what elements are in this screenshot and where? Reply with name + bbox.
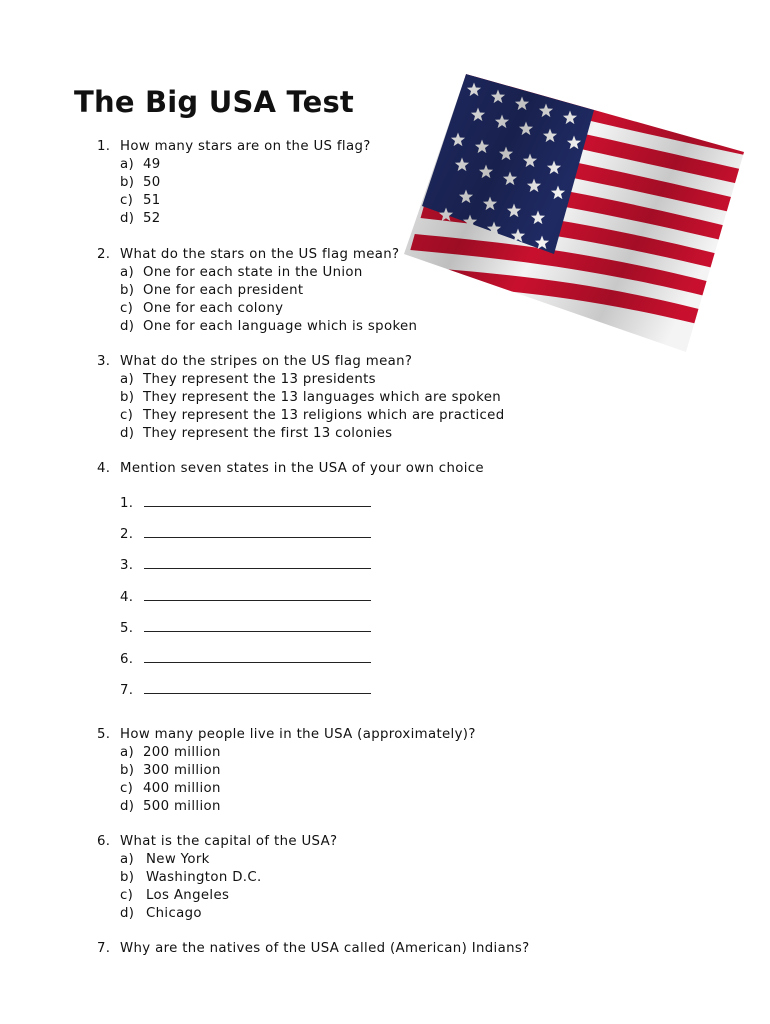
answer-option xyxy=(97,425,537,443)
option-letter: b) xyxy=(120,762,135,778)
option-text: They represent the 13 presidents xyxy=(143,371,376,387)
answer-option xyxy=(97,851,537,869)
question-number: 2. xyxy=(97,247,111,262)
answer-line[interactable] xyxy=(144,556,371,569)
answer-option xyxy=(97,744,537,762)
answer-option xyxy=(97,192,537,210)
answer-option xyxy=(97,371,537,389)
question-4 xyxy=(97,460,537,478)
option-letter: d) xyxy=(120,425,135,441)
blank-row xyxy=(120,681,371,698)
option-text: They represent the 13 religions which are practiced xyxy=(143,407,505,423)
answer-line[interactable] xyxy=(144,681,371,694)
answer-option xyxy=(97,887,537,905)
question-number: 5. xyxy=(97,727,111,742)
question-stem xyxy=(97,460,537,478)
option-letter: d) xyxy=(120,318,135,334)
blank-number: 7. xyxy=(120,683,134,699)
option-letter: c) xyxy=(120,887,134,903)
question-number: 6. xyxy=(97,834,111,849)
question-text: What is the capital of the USA? xyxy=(120,834,338,849)
option-text: One for each colony xyxy=(143,300,284,316)
blank-row xyxy=(120,494,371,511)
option-text: 500 million xyxy=(143,798,221,814)
answer-option xyxy=(97,282,537,300)
blank-number: 6. xyxy=(120,652,134,667)
question-stem xyxy=(97,353,537,371)
answer-line[interactable] xyxy=(144,494,371,507)
question-stem xyxy=(97,138,537,156)
option-text: They represent the first 13 colonies xyxy=(143,425,393,441)
option-text: 50 xyxy=(143,174,161,190)
option-letter: d) xyxy=(120,798,135,814)
answer-option xyxy=(97,798,537,816)
question-1 xyxy=(97,138,537,228)
option-letter: b) xyxy=(120,174,135,190)
answer-option xyxy=(97,210,537,228)
question-2 xyxy=(97,246,537,336)
question-stem xyxy=(97,940,537,958)
answer-options xyxy=(97,156,537,228)
option-text: One for each language which is spoken xyxy=(143,318,418,334)
option-text: 51 xyxy=(143,192,161,208)
answer-option xyxy=(97,300,537,318)
question-number: 1. xyxy=(97,139,111,154)
question-number: 7. xyxy=(97,941,111,956)
question-text: What do the stars on the US flag mean? xyxy=(120,247,400,262)
question-number: 4. xyxy=(97,461,111,476)
option-letter: c) xyxy=(120,300,134,316)
option-text: 52 xyxy=(143,210,161,226)
question-6 xyxy=(97,833,537,923)
question-7 xyxy=(97,940,537,958)
option-text: One for each president xyxy=(143,282,304,298)
answer-option xyxy=(97,264,537,282)
blank-number: 3. xyxy=(120,558,134,574)
question-text: What do the stripes on the US flag mean? xyxy=(120,354,413,369)
blank-row xyxy=(120,588,371,605)
question-text: How many stars are on the US flag? xyxy=(120,139,371,154)
blank-number: 2. xyxy=(120,527,134,543)
option-text: One for each state in the Union xyxy=(143,264,363,280)
option-text: Washington D.C. xyxy=(146,869,262,885)
option-letter: a) xyxy=(120,371,135,387)
answer-option xyxy=(97,174,537,192)
answer-option xyxy=(97,905,537,923)
answer-option xyxy=(97,762,537,780)
blank-row xyxy=(120,556,371,573)
option-letter: d) xyxy=(120,210,135,226)
option-text: They represent the 13 languages which are spoken xyxy=(143,389,502,405)
page-title: The Big USA Test xyxy=(74,85,354,119)
question-number: 3. xyxy=(97,354,111,369)
answer-options xyxy=(97,851,537,923)
option-letter: d) xyxy=(120,905,135,921)
question-5 xyxy=(97,726,537,816)
blank-number: 1. xyxy=(120,496,134,511)
blank-number: 5. xyxy=(120,620,134,636)
option-letter: b) xyxy=(120,282,135,298)
option-text: 300 million xyxy=(143,762,221,778)
question-text: Why are the natives of the USA called (American) Indians? xyxy=(120,941,530,956)
answer-options xyxy=(97,744,537,816)
option-text: New York xyxy=(146,851,210,867)
question-text: How many people live in the USA (approximately)? xyxy=(120,727,476,742)
option-letter: c) xyxy=(120,780,134,796)
blank-row xyxy=(120,619,371,636)
option-text: 49 xyxy=(143,156,161,172)
question-stem xyxy=(97,246,537,264)
option-text: Chicago xyxy=(146,905,202,921)
option-letter: b) xyxy=(120,869,135,885)
option-letter: a) xyxy=(120,744,135,760)
answer-line[interactable] xyxy=(144,588,371,601)
option-letter: c) xyxy=(120,407,134,423)
question-stem xyxy=(97,726,537,744)
option-letter: a) xyxy=(120,851,135,867)
question-text: Mention seven states in the USA of your own choice xyxy=(120,461,484,476)
answer-options xyxy=(97,264,537,336)
option-letter: a) xyxy=(120,264,135,280)
answer-line[interactable] xyxy=(144,619,371,632)
answer-option xyxy=(97,156,537,174)
question-stem xyxy=(97,833,537,851)
option-letter: b) xyxy=(120,389,135,405)
option-letter: c) xyxy=(120,192,134,208)
answer-option xyxy=(97,389,537,407)
option-text: 400 million xyxy=(143,780,221,796)
answer-line[interactable] xyxy=(144,650,371,663)
question-3 xyxy=(97,353,537,443)
blank-row xyxy=(120,650,371,667)
answer-option xyxy=(97,407,537,425)
answer-option xyxy=(97,869,537,887)
answer-option xyxy=(97,780,537,798)
answer-options xyxy=(97,371,537,443)
option-text: Los Angeles xyxy=(146,887,230,903)
option-letter: a) xyxy=(120,156,135,172)
option-text: 200 million xyxy=(143,744,221,760)
answer-line[interactable] xyxy=(144,525,371,538)
blank-number: 4. xyxy=(120,589,134,605)
answer-option xyxy=(97,318,537,336)
blank-row xyxy=(120,525,371,542)
